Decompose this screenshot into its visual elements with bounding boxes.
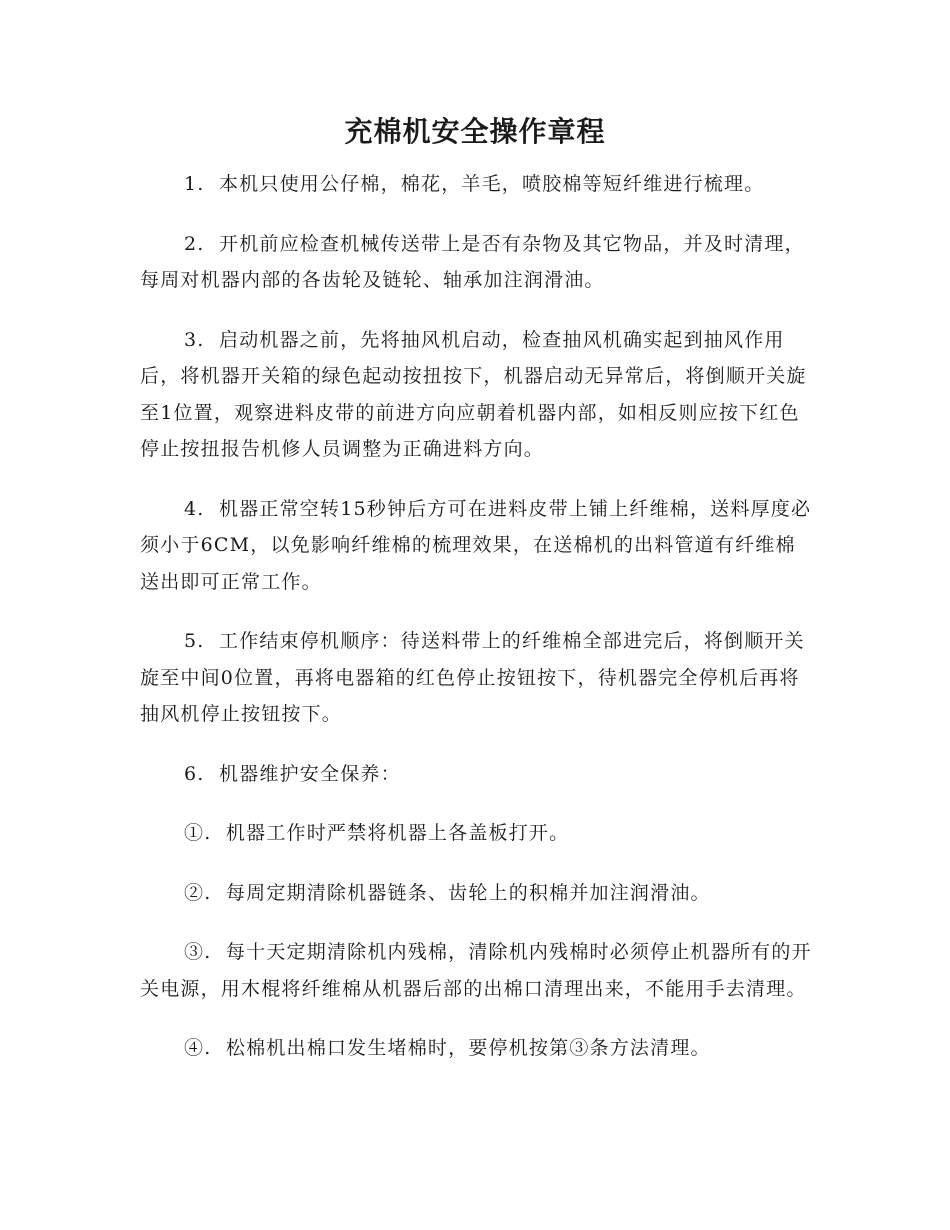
paragraph-6: 6. 机器维护安全保养： xyxy=(184,762,401,785)
paragraph-1: 1. 本机只使用公仔棉，棉花，羊毛，喷胶棉等短纤维进行梳理。 xyxy=(184,173,765,195)
maintenance-item-3: ③. 每十天定期清除机内残棉，清除机内残棉时必须停止机器所有的开关电源，用木棍将纤维棉从机器后部的出棉口清理出来，不能用手去清理。 xyxy=(140,941,812,1000)
maintenance-item-2: ②. 每周定期清除机器链条、齿轮上的积棉并加注润滑油。 xyxy=(184,881,711,904)
document-title: 充棉机安全操作章程 xyxy=(344,115,606,148)
paragraph-5: 5. 工作结束停机顺序：待送料带上的纤维棉全部进完后，将倒顺开关旋至中间0位置，再将电器箱的红色停止按钮按下，待机器完全停机后再将抽风机停止按钮按下。 xyxy=(140,630,805,725)
maintenance-item-4: ④. 松棉机出棉口发生堵棉时，要停机按第③条方法清理。 xyxy=(184,1037,711,1059)
document-body xyxy=(140,166,812,1090)
paragraph-3: 3. 启动机器之前，先将抽风机启动，检查抽风机确实起到抽风作用后，将机器开关箱的绿色起动按扭按下，机器启动无异常后，将倒顺开关旋至1位置，观察进料皮带的前进方向应朝着机器内部，如相反则应按下红色停止按扭报告机修人员调整为正确进料方向。 xyxy=(140,328,807,460)
paragraph-2: 2. 开机前应检查机械传送带上是否有杂物及其它物品，并及时清理，每周对机器内部的各齿轮及链轮、轴承加注润滑油。 xyxy=(140,232,805,291)
maintenance-item-1: ①. 机器工作时严禁将机器上各盖板打开。 xyxy=(184,822,570,844)
paragraph-4: 4. 机器正常空转15秒钟后方可在进料皮带上铺上纤维棉，送料厚度必须小于6CM，以免影响纤维棉的梳理效果，在送棉机的出料管道有纤维棉送出即可正常工作。 xyxy=(140,497,812,593)
